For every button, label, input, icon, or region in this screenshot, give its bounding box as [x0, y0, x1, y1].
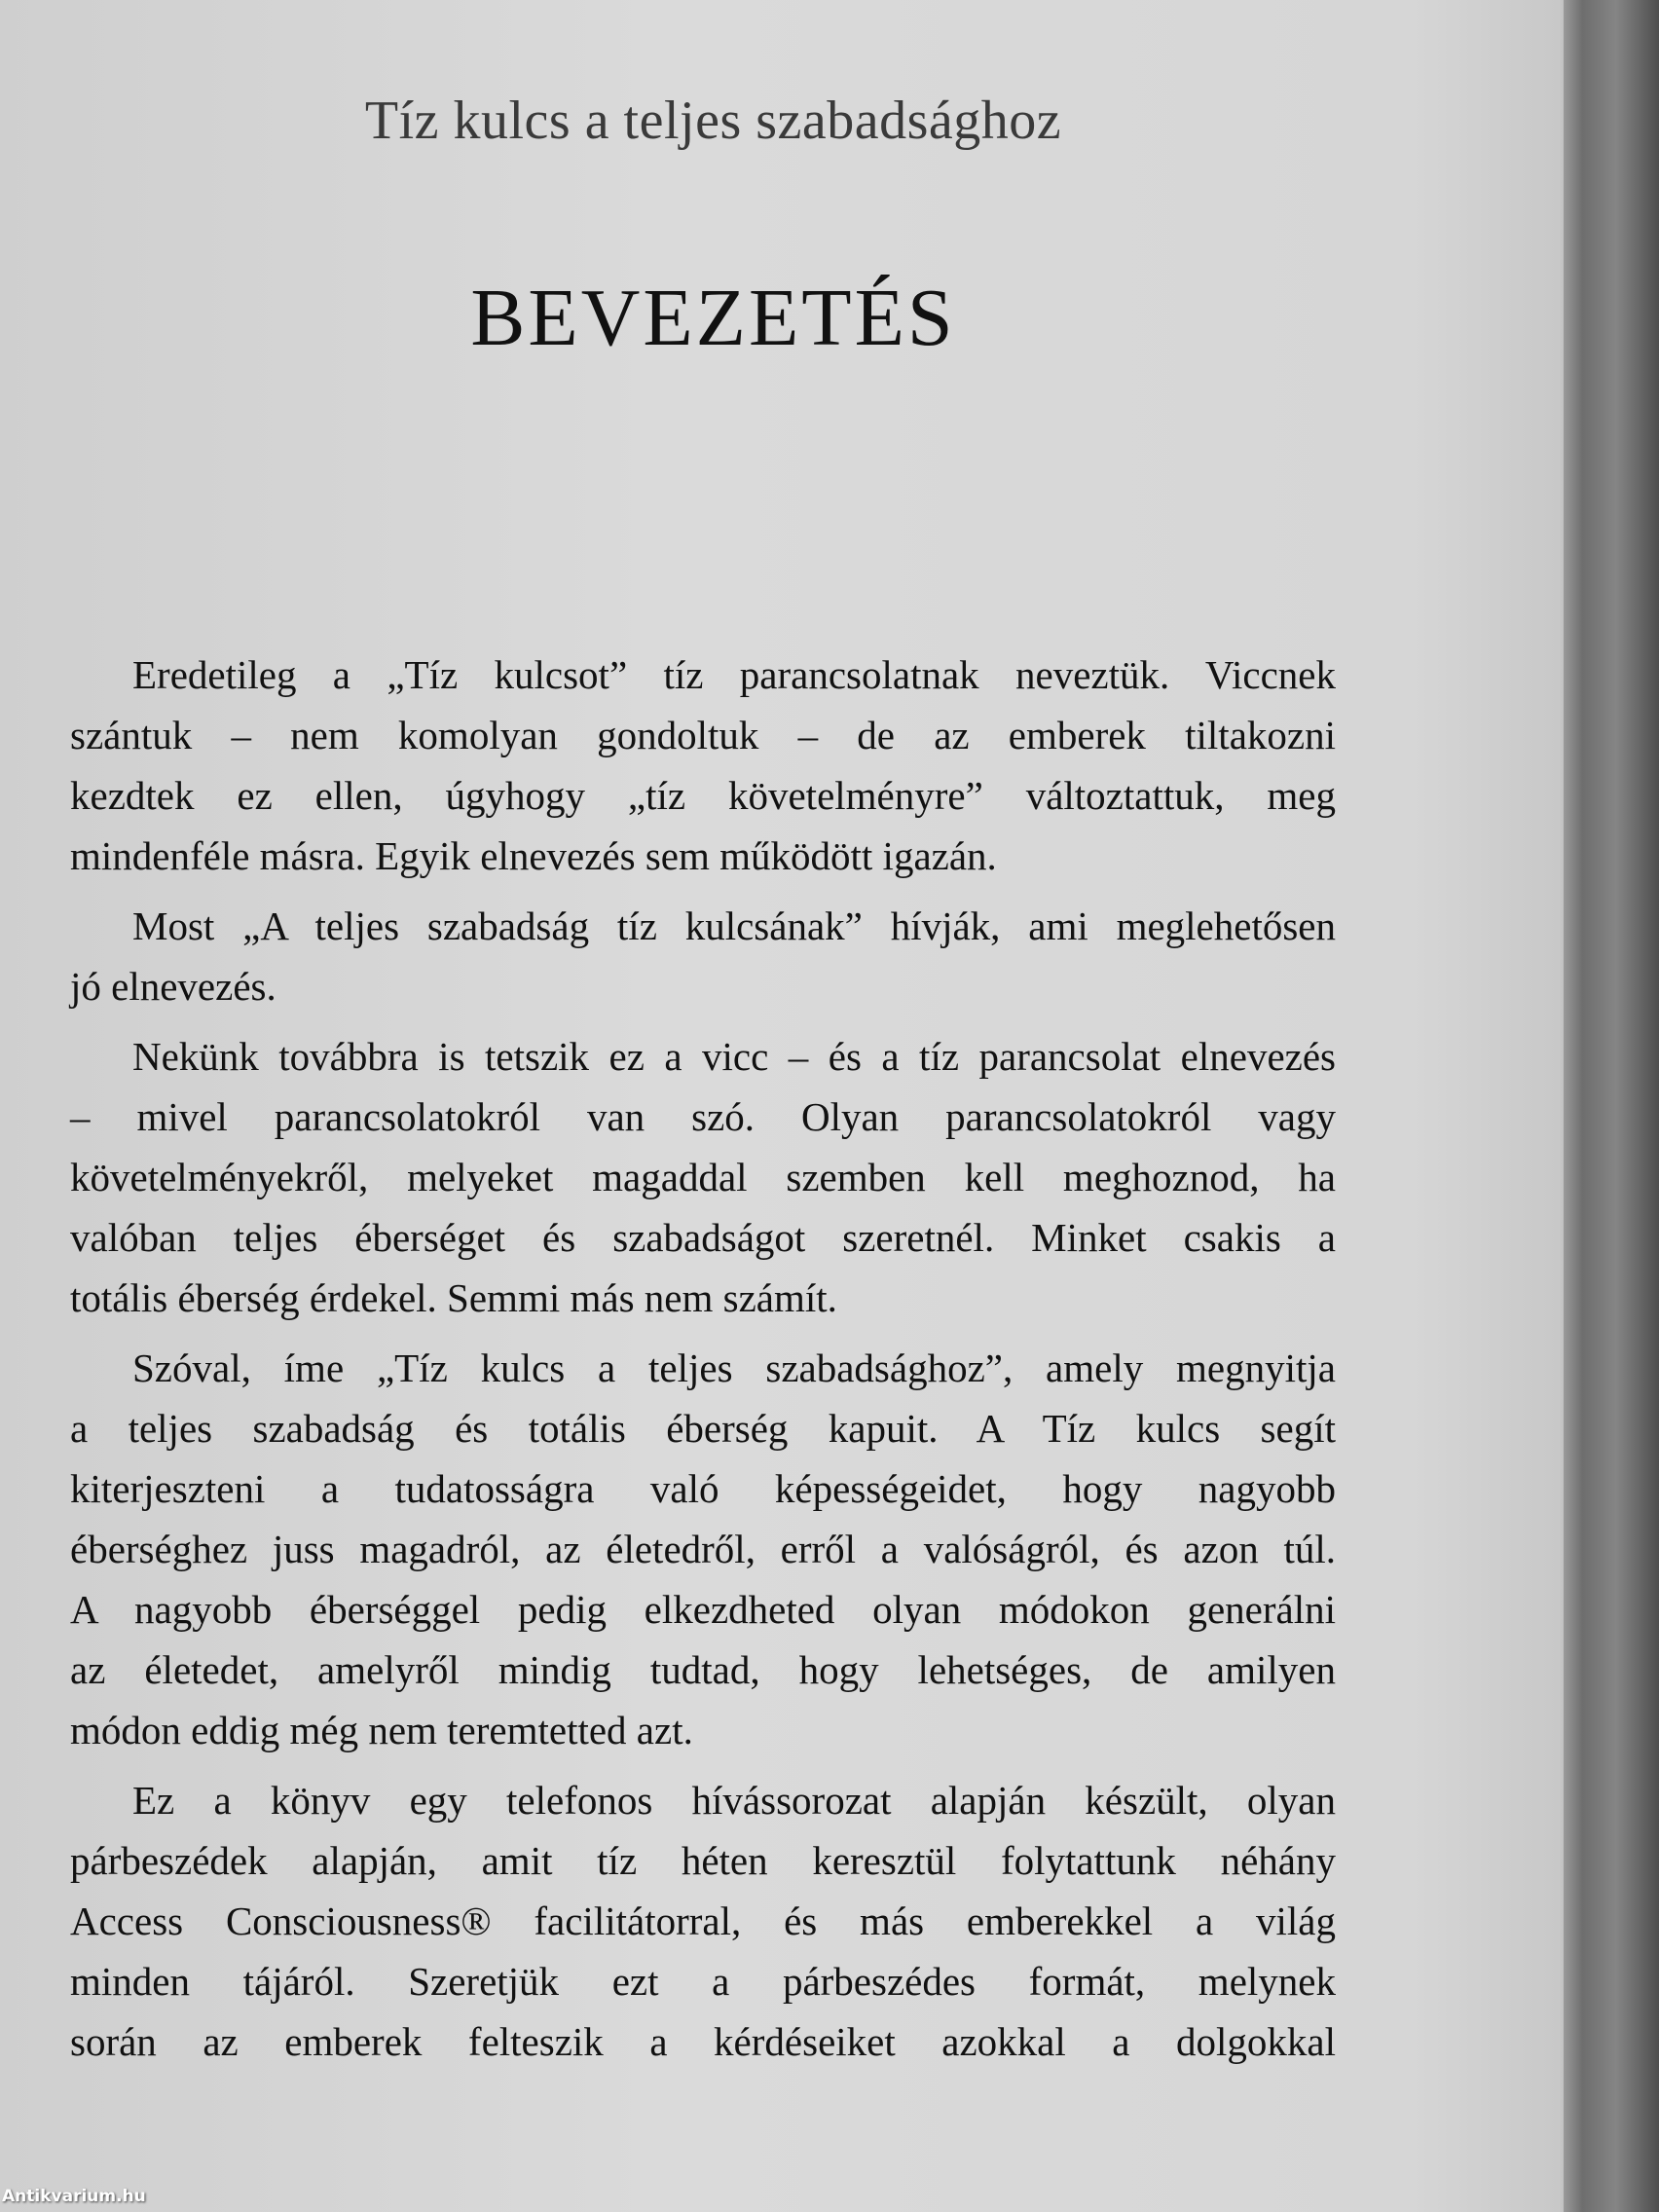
paragraph	[70, 1026, 1336, 1328]
text-line: minden tájáról. Szeretjük ezt a párbeszédes formát, melynek	[70, 1959, 1336, 2004]
book-page-edge	[1564, 0, 1659, 2212]
text-line: kiterjeszteni a tudatosságra való képességeidet, hogy nagyobb	[70, 1466, 1336, 1511]
text-line: Nekünk továbbra is tetszik ez a vicc – és a tíz parancsolat elnevezés	[132, 1034, 1336, 1079]
text-line: módon eddig még nem teremtetted azt.	[70, 1708, 693, 1752]
text-line: a teljes szabadság és totális éberség kapuit. A Tíz kulcs segít	[70, 1406, 1336, 1451]
paragraph	[70, 645, 1336, 886]
body-text	[70, 645, 1336, 2082]
text-line: – mivel parancsolatokról van szó. Olyan parancsolatokról vagy	[70, 1094, 1336, 1139]
text-line: kezdtek ez ellen, úgyhogy „tíz követelményre” változtattuk, meg	[70, 773, 1336, 818]
text-line: totális éberség érdekel. Semmi más nem számít.	[70, 1275, 837, 1320]
text-line: A nagyobb éberséggel pedig elkezdheted olyan módokon generálni	[70, 1587, 1336, 1632]
text-line: során az emberek felteszik a kérdéseiket azokkal a dolgokkal	[70, 2019, 1336, 2064]
text-line: Ez a könyv egy telefonos hívássorozat alapján készült, olyan	[132, 1778, 1336, 1823]
text-line: szántuk – nem komolyan gondoltuk – de az emberek tiltakozni	[70, 713, 1336, 757]
running-head: Tíz kulcs a teljes szabadsághoz	[364, 91, 1062, 151]
text-line: valóban teljes éberséget és szabadságot szeretnél. Minket csakis a	[70, 1215, 1336, 1260]
text-line: jó elnevezés.	[70, 964, 276, 1009]
text-line: követelményekről, melyeket magaddal szemben kell meghoznod, ha	[70, 1155, 1336, 1199]
text-line: éberséghez juss magadról, az életedről, erről a valóságról, és azon túl.	[70, 1527, 1336, 1571]
paragraph	[70, 896, 1336, 1016]
text-line: Most „A teljes szabadság tíz kulcsának” hívják, ami meglehetősen	[132, 903, 1336, 948]
text-line: párbeszédek alapján, amit tíz héten keresztül folytattunk néhány	[70, 1838, 1336, 1883]
text-line: Szóval, íme „Tíz kulcs a teljes szabadsághoz”, amely megnyitja	[132, 1346, 1336, 1390]
paragraph	[70, 1770, 1336, 2072]
chapter-title: BEVEZETÉS	[470, 273, 956, 363]
text-line: mindenféle másra. Egyik elnevezés sem működött igazán.	[70, 833, 997, 878]
text-line: az életedet, amelyről mindig tudtad, hogy lehetséges, de amilyen	[70, 1647, 1336, 1692]
text-line: Eredetileg a „Tíz kulcsot” tíz parancsolatnak neveztük. Viccnek	[132, 652, 1336, 697]
watermark: Antikvarium.hu	[2, 2187, 146, 2206]
text-line: Access Consciousness® facilitátorral, és más emberekkel a világ	[70, 1899, 1336, 1943]
paragraph	[70, 1338, 1336, 1760]
